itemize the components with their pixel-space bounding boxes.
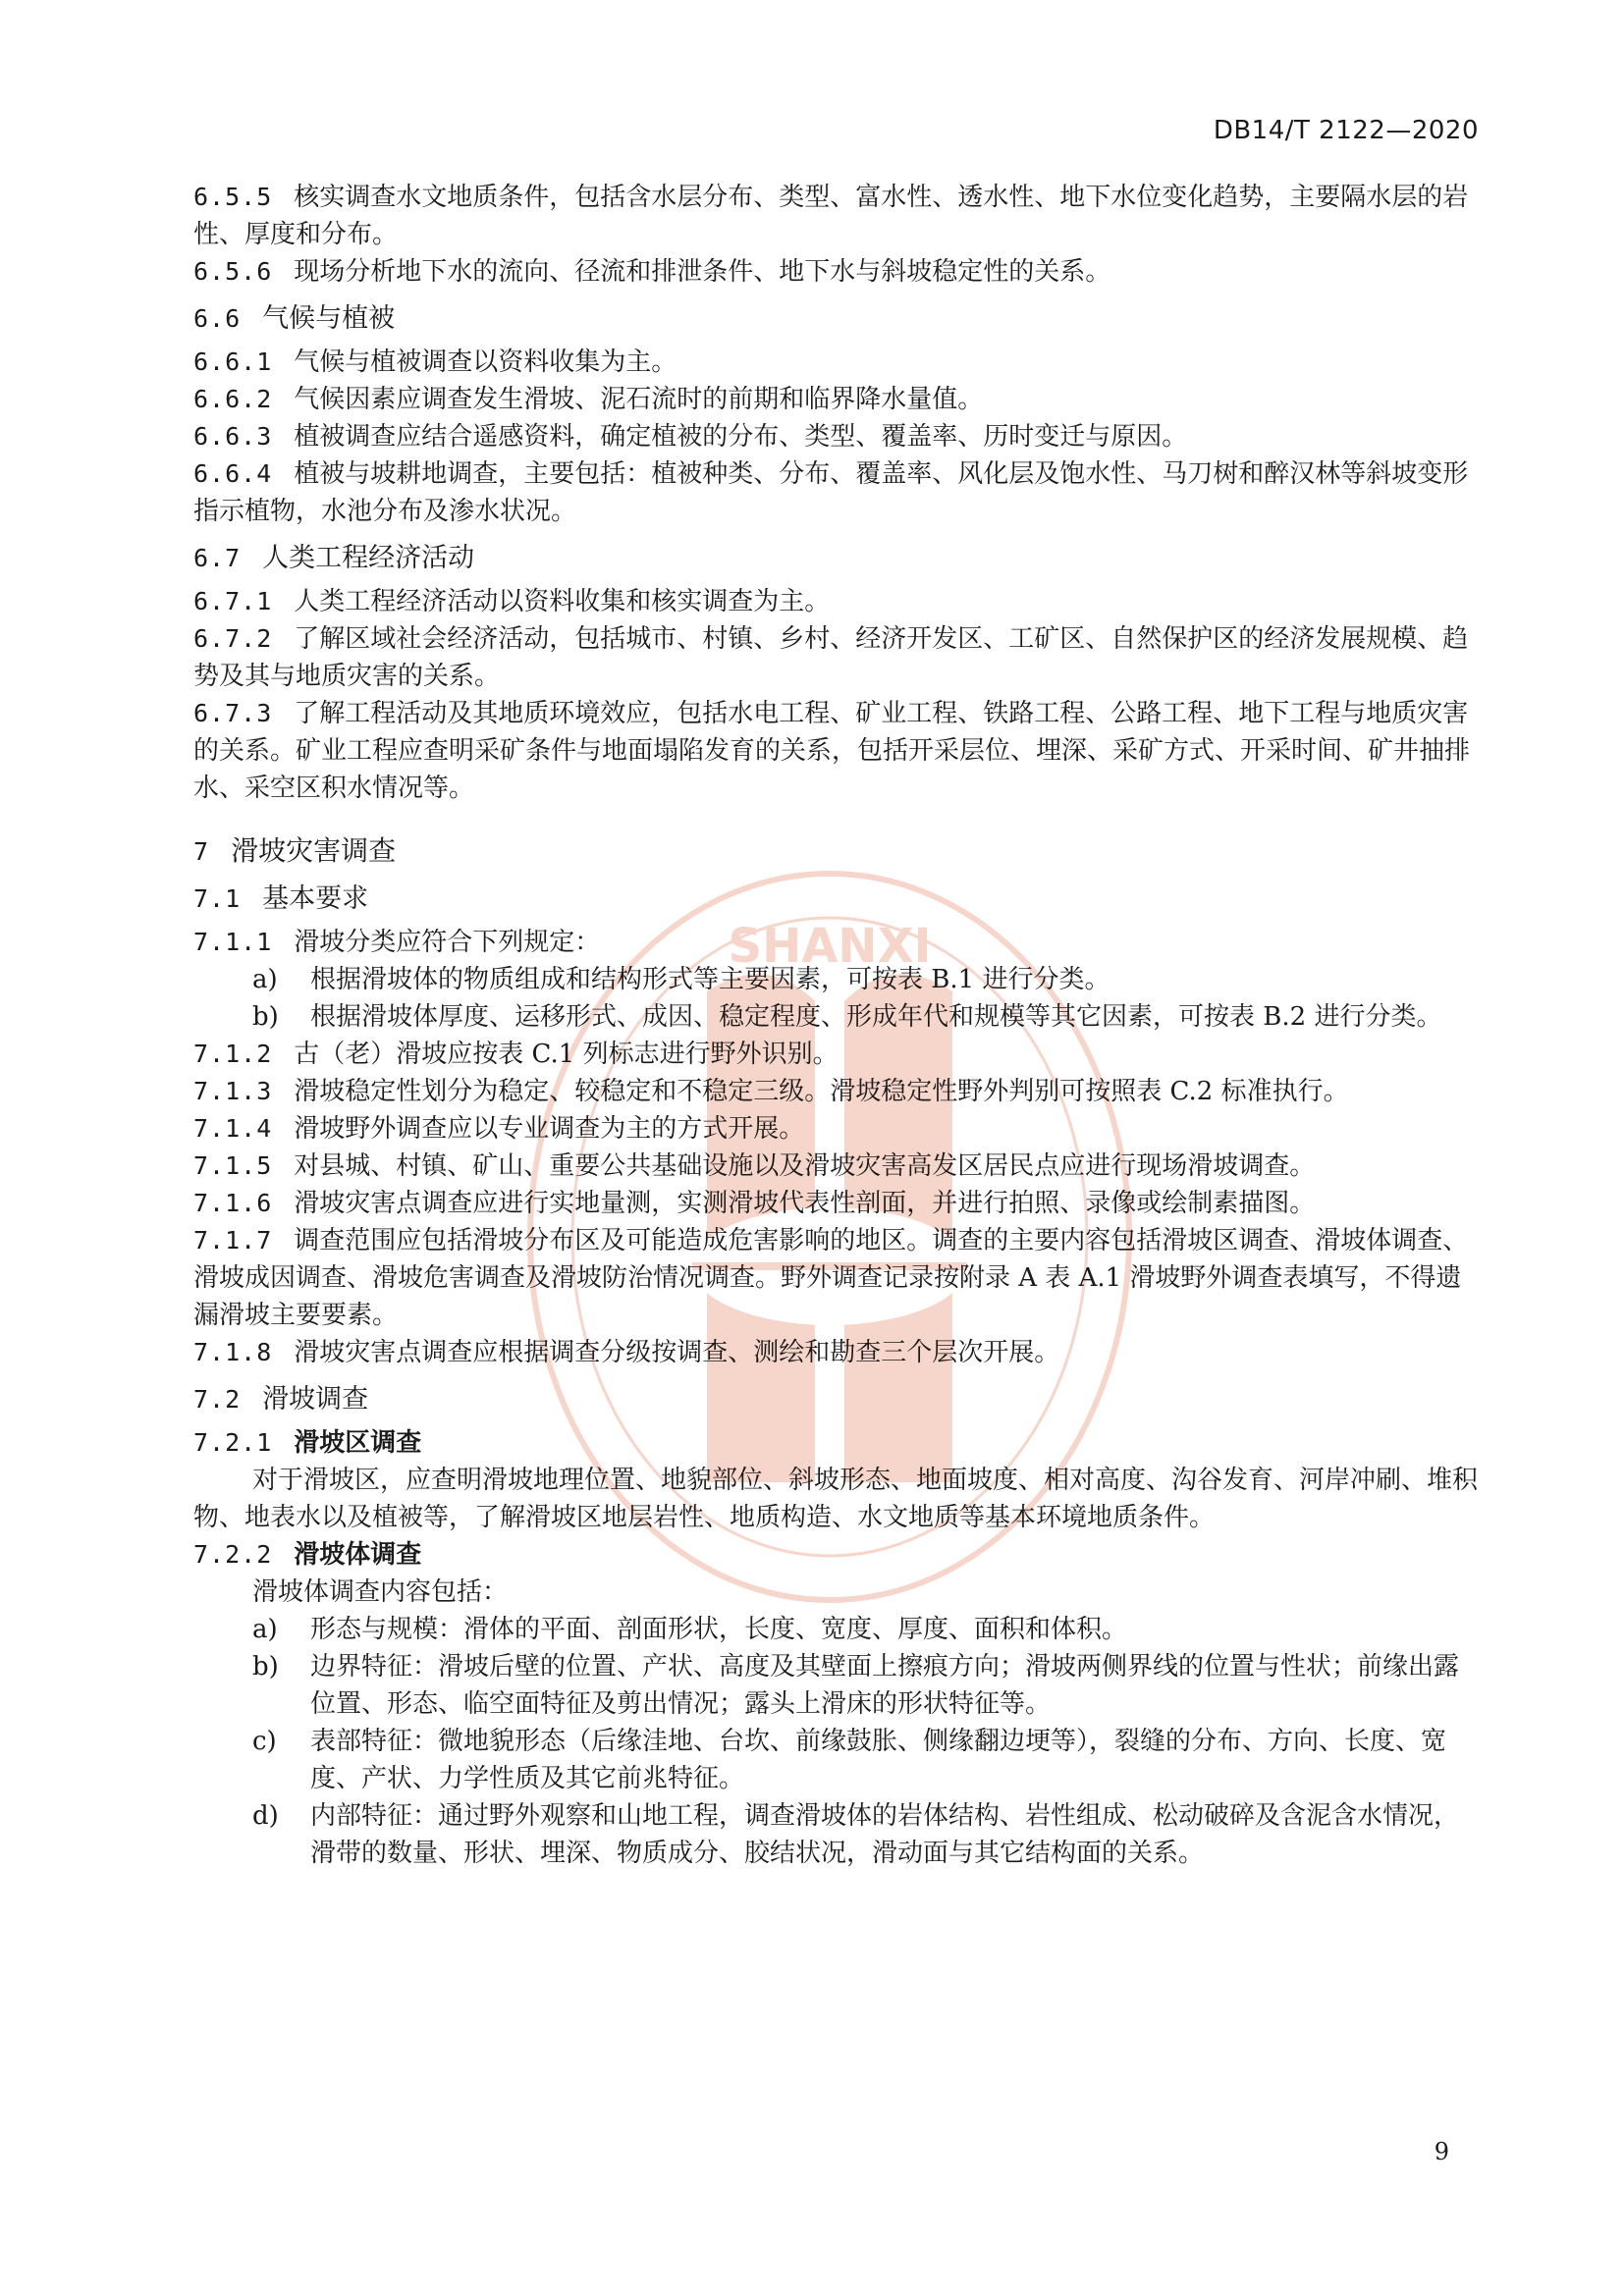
clause-7-1-3: 7.1.3 滑坡稳定性划分为稳定、较稳定和不稳定三级。滑坡稳定性野外判别可按照表 C.2 标准执行。: [193, 1077, 1349, 1106]
document-id: DB14/T 2122—2020: [1213, 116, 1479, 145]
heading-7-2-2: 7.2.2 滑坡体调查: [193, 1540, 422, 1570]
clause-6-6-4: 6.6.4 植被与坡耕地调查，主要包括：植被种类、分布、覆盖率、风化层及饱水性、马刀树和醉汉林等斜坡变形指示植物，水池分布及渗水状况。: [193, 459, 1469, 526]
list-item-7-2-2-b: b) 边界特征：滑坡后壁的位置、产状、高度及其壁面上擦痕方向；滑坡两侧界线的位置与性状；前缘出露位置、形态、临空面特征及剪出情况；露头上滑床的形状特征等。: [252, 1652, 1460, 1719]
clause-6-6-3: 6.6.3 植被调查应结合遥感资料，确定植被的分布、类型、覆盖率、历时变迁与原因。: [193, 422, 1188, 452]
seal-text: SHANXI: [728, 919, 932, 974]
paragraph-7-2-2: 滑坡体调查内容包括：: [252, 1577, 509, 1607]
list-item-7-1-1-a: a) 根据滑坡体的物质组成和结构形式等主要因素，可按表 B.1 进行分类。: [252, 965, 1110, 994]
clause-6-7-2: 6.7.2 了解区域社会经济活动，包括城市、村镇、乡村、经济开发区、工矿区、自然保护区的经济发展规模、趋势及其与地质灾害的关系。: [193, 624, 1469, 691]
heading-7: 7 滑坡灾害调查: [193, 834, 397, 867]
clause-7-1-2: 7.1.2 古（老）滑坡应按表 C.1 列标志进行野外识别。: [193, 1040, 839, 1069]
list-item-7-1-1-b: b) 根据滑坡体厚度、运移形式、成因、稳定程度、形成年代和规模等其它因素，可按表 B.2 进行分类。: [252, 1002, 1442, 1032]
list-item-7-2-2-a: a) 形态与规模：滑体的平面、剖面形状，长度、宽度、厚度、面积和体积。: [252, 1615, 1128, 1644]
clause-6-7-1: 6.7.1 人类工程经济活动以资料收集和核实调查为主。: [193, 587, 831, 616]
heading-7-2: 7.2 滑坡调查: [193, 1384, 369, 1415]
clause-6-5-5: 6.5.5 核实调查水文地质条件，包括含水层分布、类型、富水性、透水性、地下水位变化趋势，主要隔水层的岩性、厚度和分布。: [193, 183, 1469, 249]
clause-7-1-5: 7.1.5 对县城、村镇、矿山、重要公共基础设施以及滑坡灾害高发区居民点应进行现场滑坡调查。: [193, 1151, 1316, 1181]
heading-7-1: 7.1 基本要求: [193, 883, 369, 914]
clause-7-1-6: 7.1.6 滑坡灾害点调查应进行实地量测，实测滑坡代表性剖面，并进行拍照、录像或绘制素描图。: [193, 1189, 1316, 1218]
heading-7-2-1: 7.2.1 滑坡区调查: [193, 1428, 422, 1458]
heading-6-6: 6.6 气候与植被: [193, 303, 396, 334]
clause-7-1-4: 7.1.4 滑坡野外调查应以专业调查为主的方式开展。: [193, 1114, 805, 1144]
page-number: 9: [1434, 2138, 1449, 2165]
document-body: [193, 179, 1480, 1872]
clause-6-5-6: 6.5.6 现场分析地下水的流向、径流和排泄条件、地下水与斜坡稳定性的关系。: [193, 257, 1111, 287]
heading-6-7: 6.7 人类工程经济活动: [193, 543, 475, 573]
list-item-7-2-2-c: c) 表部特征：微地貌形态（后缘洼地、台坎、前缘鼓胀、侧缘翻边埂等），裂缝的分布、方向、长度、宽度、产状、力学性质及其它前兆特征。: [252, 1727, 1447, 1793]
list-item-7-2-2-d: d) 内部特征：通过野外观察和山地工程，调查滑坡体的岩体结构、岩性组成、松动破碎及含泥含水情况，滑带的数量、形状、埋深、物质成分、胶结状况，滑动面与其它结构面的关系。: [252, 1801, 1460, 1868]
clause-6-7-3: 6.7.3 了解工程活动及其地质环境效应，包括水电工程、矿业工程、铁路工程、公路工程、地下工程与地质灾害的关系。矿业工程应查明采矿条件与地面塌陷发育的关系，包括开采层位、埋深、采矿方式、开采时间、矿井抽排水、采空区积水情况等。: [193, 699, 1471, 803]
clause-7-1-1: 7.1.1 滑坡分类应符合下列规定：: [193, 928, 601, 957]
clause-7-1-7: 7.1.7 调查范围应包括滑坡分布区及可能造成危害影响的地区。调查的主要内容包括滑坡区调查、滑坡体调查、滑坡成因调查、滑坡危害调查及滑坡防治情况调查。野外调查记录按附录 A 表 A.1 滑坡野外调查表填写，不得遗漏滑坡主要要素。: [193, 1226, 1469, 1330]
clause-7-1-8: 7.1.8 滑坡灾害点调查应根据调查分级按调查、测绘和勘查三个层次开展。: [193, 1338, 1060, 1367]
paragraph-7-2-1: 对于滑坡区，应查明滑坡地理位置、地貌部位、斜坡形态、地面坡度、相对高度、沟谷发育、河岸冲刷、堆积物、地表水以及植被等，了解滑坡区地层岩性、地质构造、水文地质等基本环境地质条件。: [193, 1466, 1479, 1532]
clause-6-6-2: 6.6.2 气候因素应调查发生滑坡、泥石流时的前期和临界降水量值。: [193, 385, 984, 414]
clause-6-6-1: 6.6.1 气候与植被调查以资料收集为主。: [193, 347, 677, 377]
